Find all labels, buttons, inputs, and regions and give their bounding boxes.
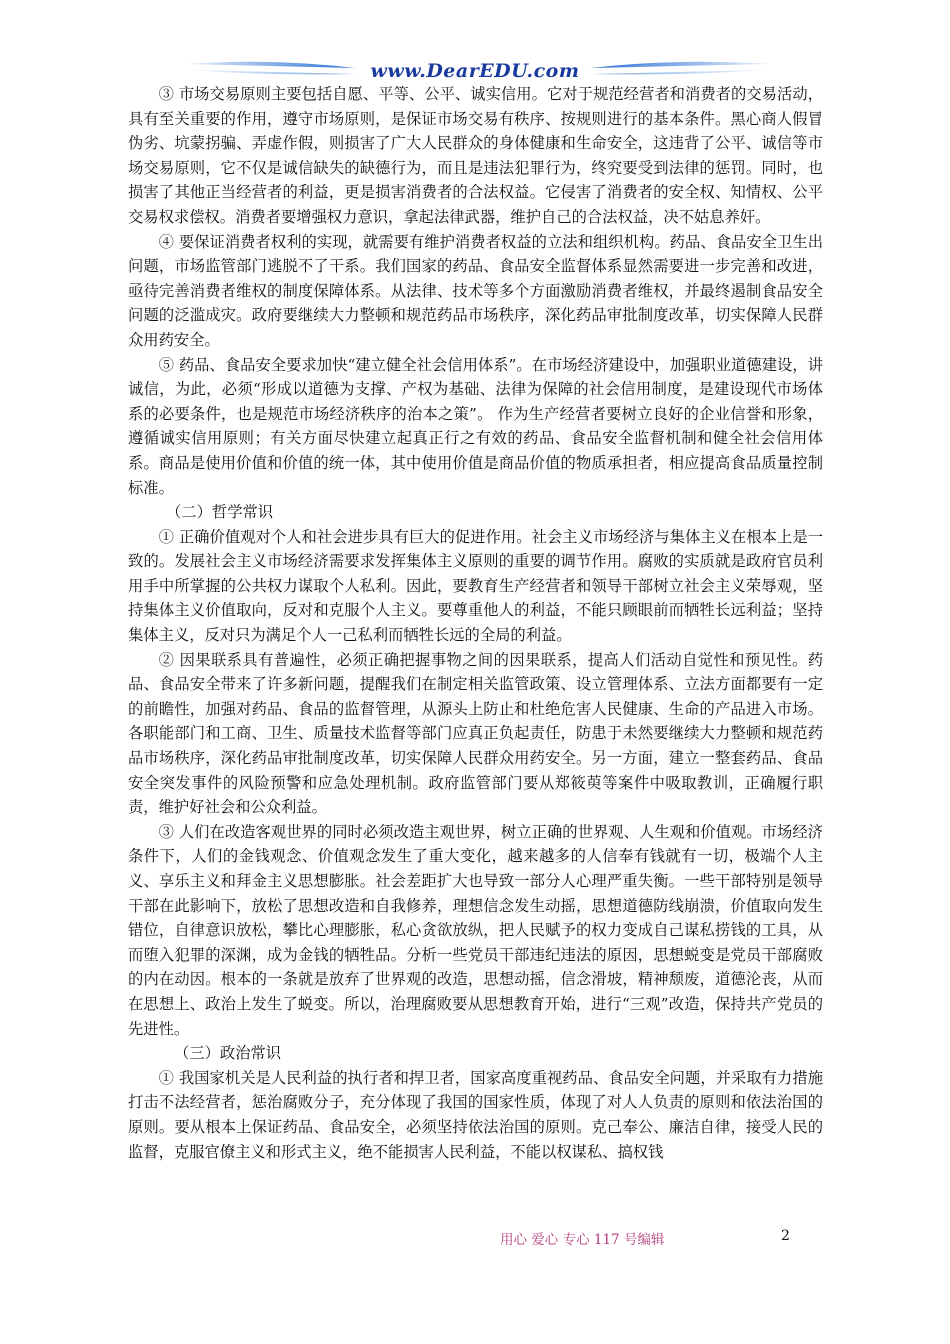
paragraph: ① 正确价值观对个人和社会进步具有巨大的促进作用。社会主义市场经济与集体主义在根本上是一致的。发展社会主义市场经济需要求发挥集体主义原则的重要的调节作用。腐败的实质就是政府官员利用手中所掌握的公共权力谋取个人私利。因此，要教育生产经营者和领导干部树立社会主义荣辱观，坚持集体主义价值取向，反对和克服个人主义。要尊重他人的利益，不能只顾眼前而牺牲长远利益；坚持集体主义，反对只为满足个人一己私利而牺牲长远的全局的利益。	[128, 527, 823, 645]
paragraph: ① 我国家机关是人民利益的执行者和捍卫者，国家高度重视药品、食品安全问题，并采取有力措施打击不法经营者，惩治腐败分子，充分体现了我国的国家性质，体现了对人人负责的原则和依法治国的原则。要从根本上保证药品、食品安全，必须坚持依法治国的原则。克己奉公、廉洁自律，接受人民的监督，克服官僚主义和形式主义，绝不能损害人民利益，不能以权谋私、搞权钱	[128, 1068, 823, 1161]
paragraph: ⑤ 药品、食品安全要求加快“建立健全社会信用体系”。在市场经济建设中，加强职业道德建设，讲诚信，为此，必须“形成以道德为支撑、产权为基础、法律为保障的社会信用制度，是建设现代市场体系的必要条件，也是规范市场经济秩序的治本之策”。 作为生产经营者要树立良好的企业信誉和形象，遵循诚实信用原则；有关方面尽快建立起真正行之有效的药品、食品安全监督机制和健全社会信用体系。商品是使用价值和价值的统一体，其中使用价值是商品价值的物质承担者，相应提高食品质量控制标准。	[128, 355, 823, 497]
section-heading-philosophy: （二）哲学常识	[166, 503, 274, 522]
paragraph: ③ 人们在改造客观世界的同时必须改造主观世界，树立正确的世界观、人生观和价值观。市场经济条件下，人们的金钱观念、价值观念发生了重大变化，越来越多的人信奉有钱就有一切，极端个人主义、享乐主义和拜金主义思想膨胀。社会差距扩大也导致一部分人心理严重失衡。一些干部特别是领导干部在此影响下，放松了思想改造和自我修养，理想信念发生动摇，思想道德防线崩溃，价值取向发生错位，自律意识放松，攀比心理膨胀，私心贪欲放纵，把人民赋予的权力变成自己谋私捞钱的工具，从而堕入犯罪的深渊，成为金钱的牺牲品。分析一些党员干部违纪违法的原因，思想蜕变是党员干部腐败的内在动因。根本的一条就是放弃了世界观的改造，思想动摇，信念滑坡，精神颓废，道德沦丧，从而在思想上、政治上发生了蜕变。所以，治理腐败要从思想教育开始，进行“三观”改造，保持共产党员的先进性。	[128, 822, 823, 1038]
document-body	[128, 82, 823, 1164]
paragraph: ② 因果联系具有普遍性，必须正确把握事物之间的因果联系，提高人们活动自觉性和预见性。药品、食品安全带来了许多新问题，提醒我们在制定相关监管政策、设立管理体系、立法方面都要有一定的前瞻性，加强对药品、食品的监督管理，从源头上防止和杜绝危害人民健康、生命的产品进入市场。各职能部门和工商、卫生、质量技术监督等部门应真正负起责任，防患于未然要继续大力整顿和规范药品市场秩序，深化药品审批制度改革，切实保障人民群众用药安全。另一方面，建立一整套药品、食品安全突发事件的风险预警和应急处理机制。政府监管部门要从郑筱萸等案件中吸取教训，正确履行职责，维护好社会和公众利益。	[128, 650, 823, 817]
footer-editor-note: 用心 爱心 专心 117 号编辑	[500, 1232, 665, 1248]
site-logo: www.DearEDU.com	[370, 60, 580, 82]
section-heading-politics: （三）政治常识	[174, 1044, 282, 1063]
page-header	[0, 0, 950, 90]
paragraph: ③ 市场交易原则主要包括自愿、平等、公平、诚实信用。它对于规范经营者和消费者的交易活动，具有至关重要的作用，遵守市场原则，是保证市场交易有秩序、按规则进行的基本条件。黑心商人假冒伪劣、坑蒙拐骗、弄虚作假，则损害了广大人民群众的身体健康和生命安全，这违背了公平、诚信等市场交易原则，它不仅是诚信缺失的缺德行为，而且是违法犯罪行为，终究要受到法律的惩罚。同时，也损害了其他正当经营者的利益，更是损害消费者的合法权益。它侵害了消费者的安全权、知情权、公平交易权求偿权。消费者要增强权力意识，拿起法律武器，维护自己的合法权益，决不姑息养奸。	[128, 85, 823, 226]
page-number: 2	[781, 1228, 790, 1244]
paragraph: ④ 要保证消费者权利的实现，就需要有维护消费者权益的立法和组织机构。药品、食品安全卫生出问题，市场监管部门逃脱不了干系。我们国家的药品、食品安全监督体系显然需要进一步完善和改进，亟待完善消费者维权的制度保障体系。从法律、技术等多个方面激励消费者维权，并最终遏制食品安全问题的泛滥成灾。政府要继续大力整顿和规范药品市场秩序，深化药品审批制度改革，切实保障人民群众用药安全。	[128, 232, 823, 349]
